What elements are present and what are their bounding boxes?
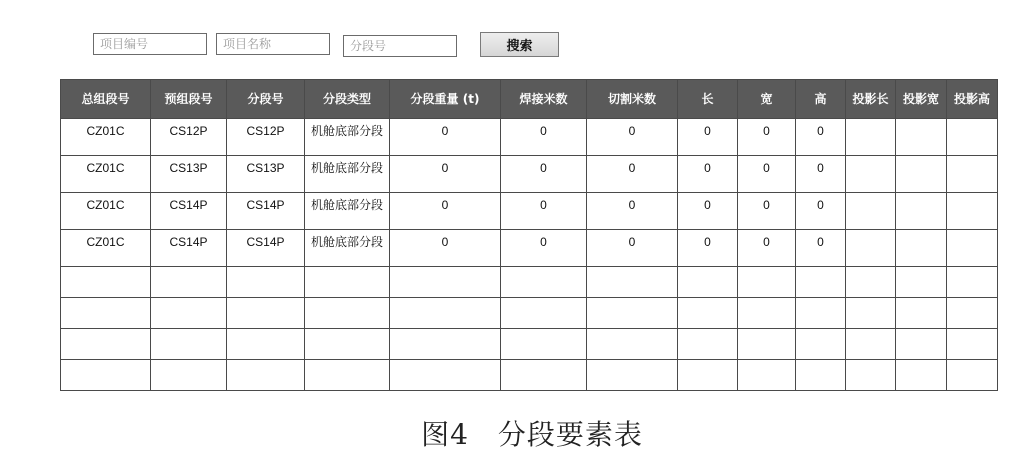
col-header-projected-width[interactable]: 投影宽 bbox=[896, 80, 947, 119]
col-header-total-group-no[interactable]: 总组段号 bbox=[61, 80, 151, 119]
table-cell bbox=[61, 298, 151, 329]
col-header-segment-weight[interactable]: 分段重量 (t) bbox=[390, 80, 501, 119]
table-cell bbox=[501, 360, 587, 391]
table-cell: CS14P bbox=[227, 193, 305, 230]
table-row[interactable] bbox=[61, 360, 998, 391]
table-cell bbox=[947, 267, 998, 298]
table-cell bbox=[947, 193, 998, 230]
table-cell: 0 bbox=[796, 119, 846, 156]
table-cell bbox=[587, 298, 678, 329]
col-header-segment-type[interactable]: 分段类型 bbox=[305, 80, 390, 119]
table-cell bbox=[501, 298, 587, 329]
segment-elements-table bbox=[60, 79, 998, 391]
table-cell bbox=[896, 193, 947, 230]
table-cell bbox=[151, 329, 227, 360]
table-cell bbox=[227, 267, 305, 298]
table-cell bbox=[947, 119, 998, 156]
table-cell: 0 bbox=[738, 119, 796, 156]
table-cell: CS14P bbox=[227, 230, 305, 267]
table-cell bbox=[61, 360, 151, 391]
table-cell bbox=[501, 329, 587, 360]
table-cell bbox=[947, 230, 998, 267]
table-cell bbox=[738, 267, 796, 298]
table-cell bbox=[846, 193, 896, 230]
table-cell: CS14P bbox=[151, 193, 227, 230]
table-cell bbox=[947, 360, 998, 391]
table-cell bbox=[390, 360, 501, 391]
table-cell bbox=[947, 298, 998, 329]
table-cell bbox=[846, 156, 896, 193]
table-row[interactable] bbox=[61, 298, 998, 329]
table-cell bbox=[678, 267, 738, 298]
table-cell bbox=[501, 267, 587, 298]
table-cell bbox=[846, 267, 896, 298]
table-cell: 0 bbox=[796, 156, 846, 193]
table-cell: 0 bbox=[678, 156, 738, 193]
table-cell: 0 bbox=[587, 230, 678, 267]
table-row[interactable] bbox=[61, 156, 998, 193]
project-name-input[interactable] bbox=[216, 33, 330, 55]
table-cell: CS12P bbox=[151, 119, 227, 156]
table-cell: 0 bbox=[796, 193, 846, 230]
table-cell bbox=[796, 360, 846, 391]
table-cell: 机舱底部分段 bbox=[305, 119, 390, 156]
table-cell bbox=[305, 360, 390, 391]
table-header-row bbox=[61, 80, 998, 119]
table-cell bbox=[846, 119, 896, 156]
table-cell bbox=[305, 267, 390, 298]
table-cell: CS13P bbox=[227, 156, 305, 193]
table-cell bbox=[846, 329, 896, 360]
table-cell bbox=[587, 329, 678, 360]
table-cell bbox=[61, 329, 151, 360]
table-cell: CS13P bbox=[151, 156, 227, 193]
col-header-segment-no[interactable]: 分段号 bbox=[227, 80, 305, 119]
table-cell: CS14P bbox=[151, 230, 227, 267]
table-cell: 0 bbox=[390, 230, 501, 267]
table-cell bbox=[390, 267, 501, 298]
table-row[interactable] bbox=[61, 329, 998, 360]
table-cell bbox=[227, 329, 305, 360]
table-cell bbox=[678, 298, 738, 329]
table-cell bbox=[738, 329, 796, 360]
table-cell: 0 bbox=[678, 193, 738, 230]
table-cell bbox=[896, 230, 947, 267]
table-row[interactable] bbox=[61, 193, 998, 230]
table-cell: CZ01C bbox=[61, 193, 151, 230]
table-cell: 0 bbox=[501, 230, 587, 267]
table-cell bbox=[390, 329, 501, 360]
table-cell: CZ01C bbox=[61, 230, 151, 267]
table-cell bbox=[846, 298, 896, 329]
col-header-width[interactable]: 宽 bbox=[738, 80, 796, 119]
table-cell bbox=[947, 156, 998, 193]
table-cell bbox=[796, 298, 846, 329]
table-cell bbox=[896, 156, 947, 193]
table-cell: 0 bbox=[390, 193, 501, 230]
table-cell: CZ01C bbox=[61, 156, 151, 193]
table-cell bbox=[738, 360, 796, 391]
table-cell: 机舱底部分段 bbox=[305, 230, 390, 267]
table-cell: 0 bbox=[678, 230, 738, 267]
table-cell: 0 bbox=[678, 119, 738, 156]
table-cell bbox=[305, 298, 390, 329]
col-header-projected-height[interactable]: 投影高 bbox=[947, 80, 998, 119]
table-cell bbox=[587, 267, 678, 298]
col-header-cut-length[interactable]: 切割米数 bbox=[587, 80, 678, 119]
table-row[interactable] bbox=[61, 230, 998, 267]
table-cell bbox=[796, 267, 846, 298]
table-cell bbox=[846, 360, 896, 391]
table-cell bbox=[846, 230, 896, 267]
table-cell bbox=[896, 329, 947, 360]
table-cell bbox=[678, 360, 738, 391]
table-cell bbox=[61, 267, 151, 298]
table-cell: 机舱底部分段 bbox=[305, 193, 390, 230]
table-cell bbox=[678, 329, 738, 360]
table-cell: 0 bbox=[501, 193, 587, 230]
table-cell bbox=[896, 119, 947, 156]
table-cell: 0 bbox=[738, 230, 796, 267]
table-cell bbox=[305, 329, 390, 360]
table-cell: 0 bbox=[587, 119, 678, 156]
table-cell: 0 bbox=[390, 156, 501, 193]
table-cell bbox=[896, 298, 947, 329]
search-toolbar bbox=[0, 0, 1024, 70]
table-cell bbox=[738, 298, 796, 329]
table-cell: 0 bbox=[738, 156, 796, 193]
table-row[interactable] bbox=[61, 267, 998, 298]
col-header-projected-length[interactable]: 投影长 bbox=[846, 80, 896, 119]
table-cell: 机舱底部分段 bbox=[305, 156, 390, 193]
table-cell bbox=[796, 329, 846, 360]
table-cell bbox=[227, 360, 305, 391]
table-cell bbox=[151, 298, 227, 329]
col-header-height[interactable]: 高 bbox=[796, 80, 846, 119]
table-body bbox=[61, 119, 998, 391]
table-cell: 0 bbox=[587, 193, 678, 230]
table-cell bbox=[227, 298, 305, 329]
table-row[interactable] bbox=[61, 119, 998, 156]
figure-caption: 图4 分段要素表 bbox=[421, 418, 643, 451]
table-cell: 0 bbox=[390, 119, 501, 156]
table-cell bbox=[587, 360, 678, 391]
table-cell bbox=[896, 360, 947, 391]
table-cell: CZ01C bbox=[61, 119, 151, 156]
col-header-pre-group-no[interactable]: 预组段号 bbox=[151, 80, 227, 119]
search-button[interactable]: 搜索 bbox=[480, 32, 559, 57]
table-cell bbox=[151, 267, 227, 298]
col-header-weld-length[interactable]: 焊接米数 bbox=[501, 80, 587, 119]
table-cell: 0 bbox=[796, 230, 846, 267]
table-cell bbox=[947, 329, 998, 360]
table-cell bbox=[390, 298, 501, 329]
table-cell: 0 bbox=[501, 119, 587, 156]
table-cell: 0 bbox=[587, 156, 678, 193]
table-cell: 0 bbox=[738, 193, 796, 230]
project-number-input[interactable] bbox=[93, 33, 207, 55]
table-cell bbox=[896, 267, 947, 298]
col-header-length[interactable]: 长 bbox=[678, 80, 738, 119]
table-cell: 0 bbox=[501, 156, 587, 193]
table-cell: CS12P bbox=[227, 119, 305, 156]
segment-number-input[interactable] bbox=[343, 35, 457, 57]
table-cell bbox=[151, 360, 227, 391]
